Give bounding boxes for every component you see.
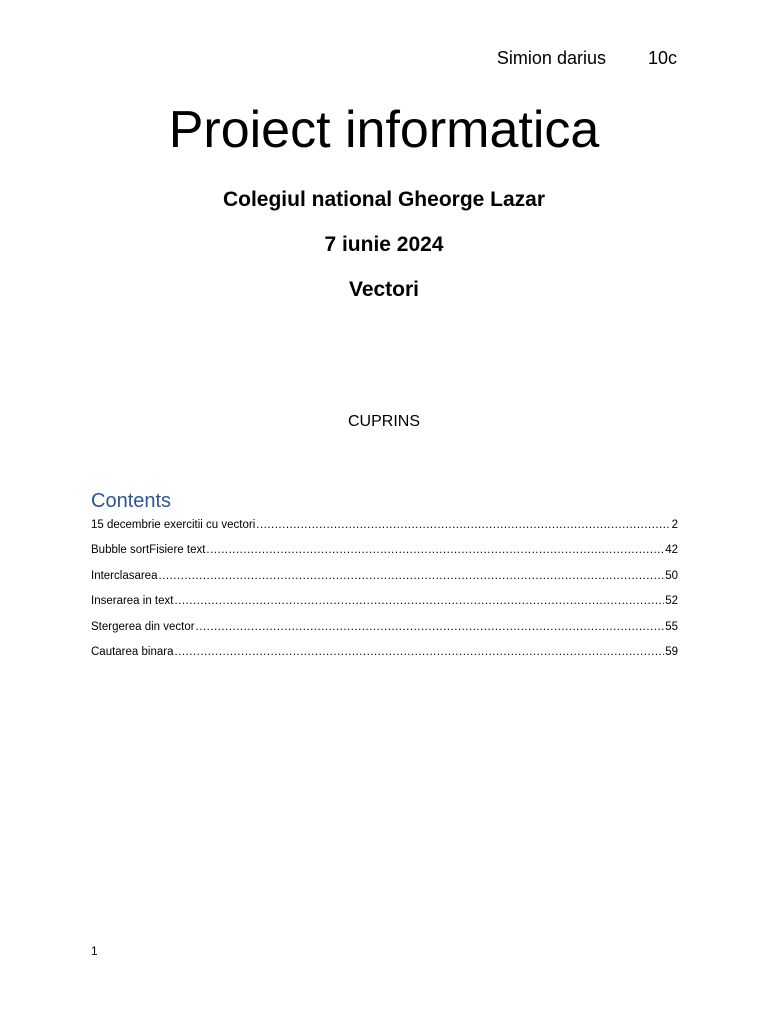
toc-entry-page: 42	[665, 544, 678, 557]
toc-entry-label: 15 decembrie exercitii cu vectori	[91, 519, 256, 531]
toc-entry-label: Bubble sortFisiere text	[91, 544, 206, 557]
toc-leader-dots	[174, 644, 664, 661]
toc-entry-label: Cautarea binara	[91, 645, 174, 658]
document-topic: Vectori	[348, 278, 420, 301]
toc-leader-dots	[174, 593, 664, 610]
document-title: Proiect informatica	[168, 101, 600, 159]
school-name: Colegiul national Gheorge Lazar	[222, 188, 546, 211]
cuprins-heading: CUPRINS	[347, 413, 420, 430]
document-date: 7 iunie 2024	[324, 233, 444, 256]
toc-entry[interactable]	[91, 542, 678, 567]
toc-entry-page: 55	[665, 620, 678, 633]
toc-leader-dots	[196, 619, 665, 636]
table-of-contents	[91, 517, 678, 669]
toc-entry-label: Stergerea din vector	[91, 620, 195, 633]
toc-leader-dots	[206, 542, 664, 559]
toc-entry[interactable]	[91, 644, 678, 669]
page-header	[497, 48, 677, 69]
toc-entry-page: 50	[665, 569, 678, 582]
author-name: Simion darius	[496, 48, 606, 68]
toc-entry[interactable]	[91, 619, 678, 644]
toc-leader-dots	[158, 568, 664, 585]
toc-entry-label: Interclasarea	[91, 569, 158, 582]
contents-heading: Contents	[91, 490, 172, 512]
toc-entry-label: Inserarea in text	[91, 595, 174, 608]
toc-entry-page: 52	[665, 595, 678, 608]
toc-leader-dots	[256, 517, 670, 534]
toc-entry-page: 59	[665, 645, 678, 658]
toc-entry[interactable]	[91, 593, 678, 618]
toc-entry-page: 2	[671, 519, 678, 531]
class-label: 10c	[647, 48, 677, 68]
toc-entry[interactable]	[91, 568, 678, 593]
page-number: 1	[91, 944, 98, 958]
toc-entry[interactable]	[91, 517, 678, 542]
